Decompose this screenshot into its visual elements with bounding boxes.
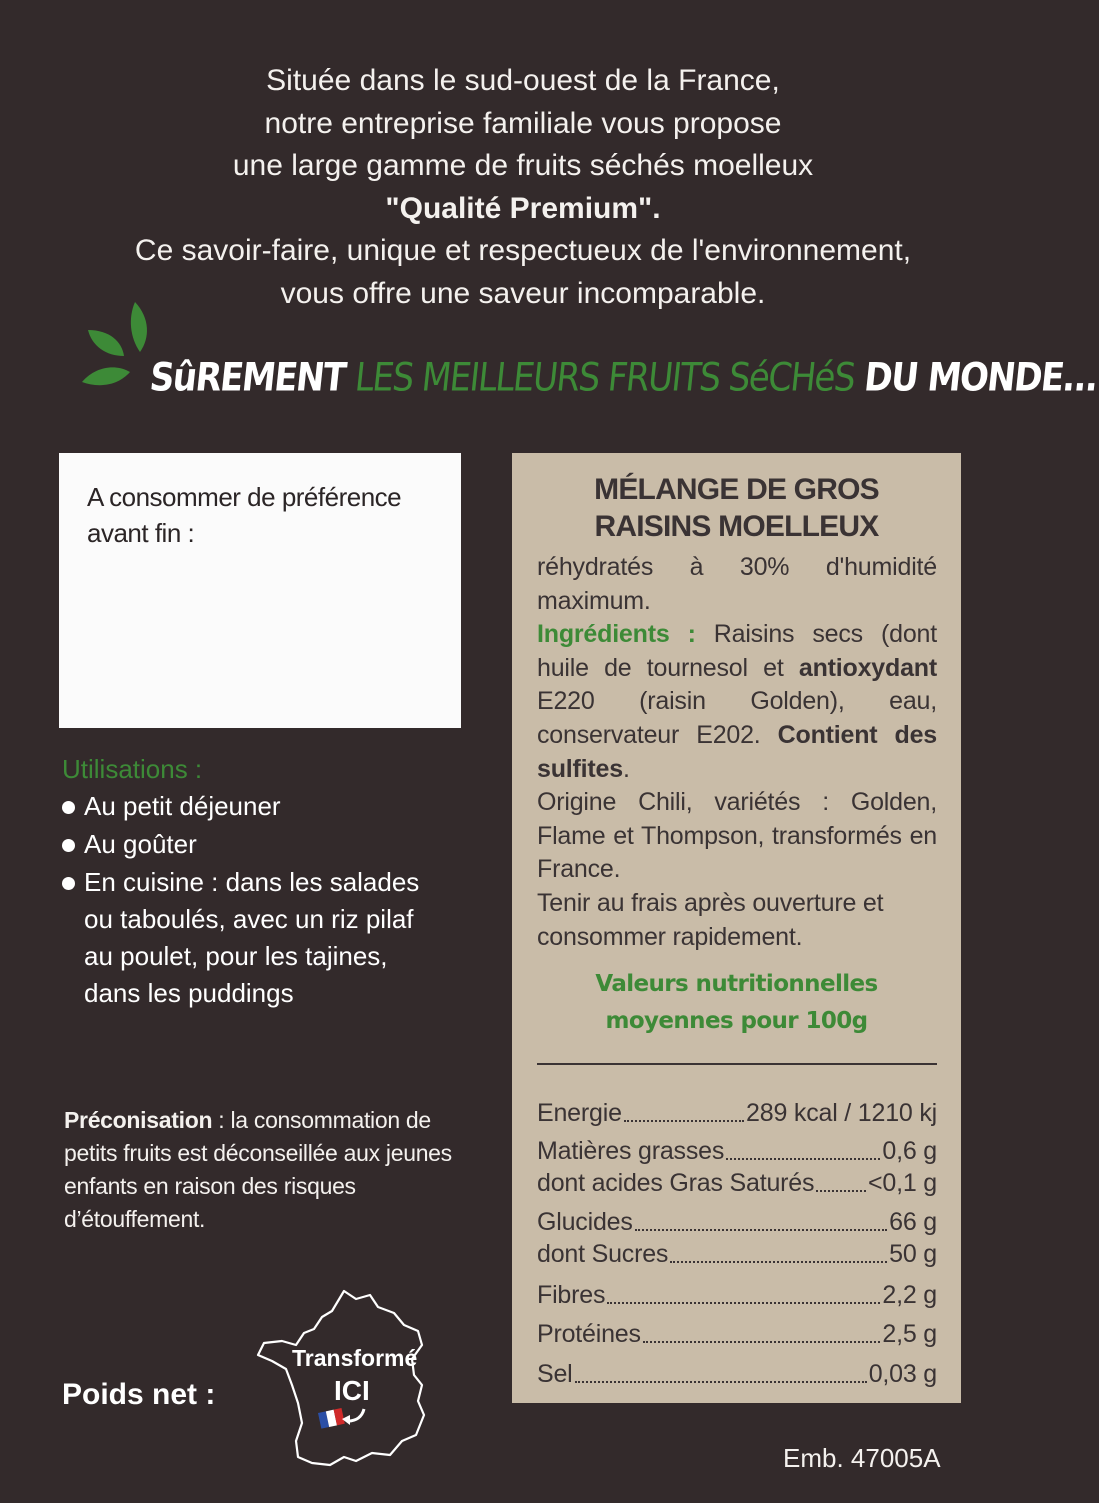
product-title: MÉLANGE DE GROS RAISINS MOELLEUX [594,473,879,543]
nutrition-title: Valeurs nutritionnelles moyennes pour 100g [595,971,878,1034]
list-item: Au petit déjeuner [62,788,462,825]
slogan-part-2: LES MEILLEURS FRUITS SéCHéS [352,355,857,401]
nutrition-row: dont acides Gras Saturés <0,1 g [537,1169,937,1197]
usage-title: Utilisations : [62,754,203,784]
nutrition-row: dont Sucres 50 g [537,1240,937,1268]
usage-list [62,788,462,1012]
product-subtitle: réhydratés à 30% d'humidité maximum. [537,553,937,615]
intro-line: notre entreprise familiale vous propose [264,106,782,140]
recommendation-label: Préconisation [64,1107,213,1133]
recommendation-text [64,1104,474,1236]
nutrition-row: Glucides 66 g [537,1208,937,1236]
intro-line: une large gamme de fruits séchés moelleux [232,149,814,182]
ingredients: Ingrédients : Raisins secs (dont huile de tournesol et antioxydant E220 (raisin Golden), eau, conservateur E202. Contient des sulfites. [537,620,937,783]
bullet-icon [62,877,75,890]
product-description [537,551,937,954]
intro-line: Ce savoir-faire, unique et respectueux de l'environnement, [134,234,912,267]
intro-text [0,60,1046,315]
bullet-icon [62,839,75,852]
divider [537,1063,937,1065]
storage-text: Tenir au frais après ouverture et consommer rapidement. [537,888,884,951]
net-weight-label: Poids net : [62,1378,216,1411]
here-label: ICI [334,1375,370,1406]
slogan-part-1: SûREMENT [147,355,348,401]
nutrition-row: Matières grasses 0,6 g [537,1137,937,1165]
slogan-part-3: DU MONDE... [862,355,1099,401]
best-before-label: A consommer de préférence avant fin : [87,482,402,548]
france-map [252,1285,442,1485]
origin-text: Origine Chili, variétés : Golden, Flame et Thompson, transformés en France. [537,788,937,884]
transformed-label: Transformé [292,1345,418,1371]
recommendation-body: : la consommation de petits fruits est déconseillée aux jeunes enfants en raison des risques d’étouffement. [64,1107,452,1232]
product-info-panel [512,453,961,1403]
leaves-icon [80,300,160,395]
nutrition-row: Sel 0,03 g [537,1360,937,1388]
packer-code: Emb. 47005A [783,1443,941,1473]
best-before-box [59,453,461,728]
usage-section [62,752,462,1013]
slogan-text [148,355,1099,401]
list-item: En cuisine : dans les salades ou taboulés, avec un riz pilaf au poulet, pour les tajines, dans les puddings [62,864,462,1012]
nutrition-row: Protéines 2,5 g [537,1320,937,1348]
nutrition-row: Energie 289 kcal / 1210 kj [537,1099,937,1127]
intro-line: Située dans le sud-ouest de la France, [266,64,780,97]
intro-line-premium: "Qualité Premium". [385,191,661,225]
list-item: Au goûter [62,826,462,863]
bullet-icon [62,801,75,814]
slogan [80,300,1099,410]
ingredients-label: Ingrédients : [537,620,696,649]
intro-line: vous offre une saveur incomparable. [280,276,766,310]
nutrition-row: Fibres 2,2 g [537,1281,937,1309]
